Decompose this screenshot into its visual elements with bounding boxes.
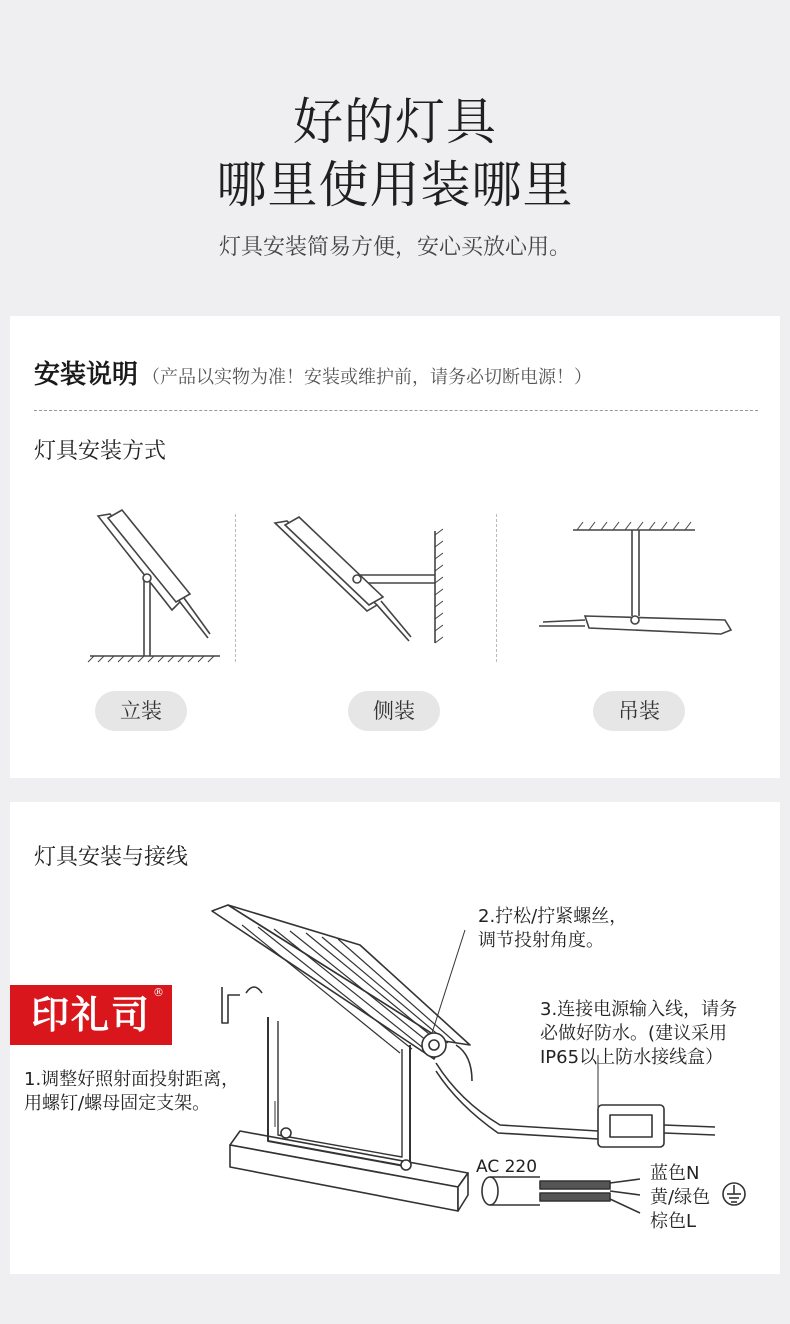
standing-mount-illustration bbox=[80, 506, 230, 666]
step2-label bbox=[478, 905, 627, 953]
brand-logo-text: 印礼司 bbox=[30, 992, 151, 1037]
step3-line2: 必做好防水。(建议采用 bbox=[540, 1023, 728, 1044]
dashed-divider bbox=[34, 410, 758, 411]
wire-yellow-green: 黄/绿色 bbox=[650, 1187, 711, 1208]
method-separator bbox=[235, 514, 236, 662]
step3-label bbox=[540, 998, 737, 1070]
step2-line1: 2.拧松/拧紧螺丝， bbox=[478, 906, 628, 927]
hero-title-line1: 好的灯具 bbox=[293, 93, 497, 151]
install-note: （产品以实物为准！安装或维护前，请务必切断电源！） bbox=[142, 367, 593, 388]
step2-line2: 调节投射角度。 bbox=[478, 930, 604, 951]
side-mount-illustration bbox=[265, 511, 455, 661]
method-hanging-label: 吊装 bbox=[593, 691, 685, 731]
brand-logo bbox=[10, 985, 172, 1045]
wire-colors bbox=[650, 1162, 710, 1234]
method-side-label: 侧装 bbox=[348, 691, 440, 731]
wire-brown-l: 棕色L bbox=[650, 1211, 697, 1232]
hero-title-line2: 哪里使用装哪里 bbox=[216, 156, 574, 214]
method-separator bbox=[496, 514, 497, 662]
ac-220-label: AC 220 bbox=[476, 1157, 538, 1177]
install-methods-card bbox=[10, 316, 780, 778]
hero-subtitle: 灯具安装简易方便，安心买放心用。 bbox=[218, 235, 571, 260]
step3-line3: IP65以上防水接线盒） bbox=[540, 1047, 724, 1068]
wire-blue-n: 蓝色N bbox=[650, 1163, 700, 1184]
step1-line1: 1.调整好照射面投射距离， bbox=[24, 1069, 240, 1090]
wiring-title: 灯具安装与接线 bbox=[34, 845, 189, 870]
step1-label bbox=[24, 1068, 239, 1116]
registered-mark: ® bbox=[153, 986, 164, 999]
hero-section bbox=[0, 0, 790, 310]
install-title-text: 安装说明 bbox=[34, 360, 139, 390]
step3-line1: 3.连接电源输入线，请务 bbox=[540, 999, 738, 1020]
step1-line2: 用螺钉/螺母固定支架。 bbox=[24, 1093, 211, 1114]
hanging-mount-illustration bbox=[525, 516, 735, 646]
method-standing-label: 立装 bbox=[95, 691, 187, 731]
methods-title: 灯具安装方式 bbox=[34, 439, 167, 464]
install-title bbox=[34, 354, 592, 391]
ground-icon bbox=[720, 1180, 748, 1208]
